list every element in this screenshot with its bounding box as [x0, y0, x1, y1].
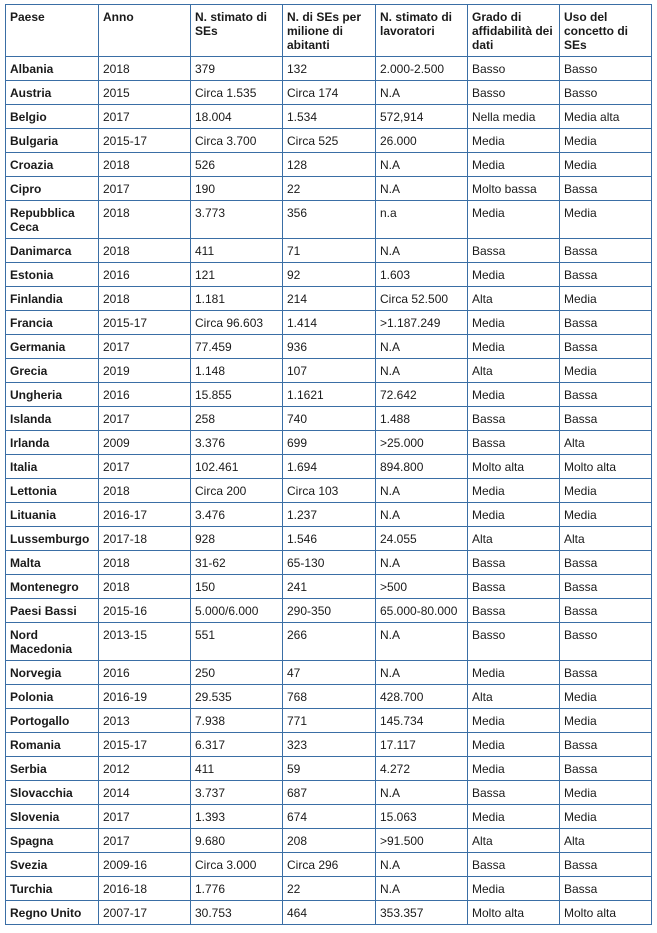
- cell-year: 2018: [99, 153, 191, 177]
- cell-estimated-workers: N.A: [376, 503, 468, 527]
- cell-data-reliability: Media: [468, 479, 560, 503]
- cell-ses-per-million: 241: [283, 575, 376, 599]
- cell-concept-usage: Media: [560, 129, 652, 153]
- cell-ses-per-million: 266: [283, 623, 376, 661]
- cell-data-reliability: Media: [468, 733, 560, 757]
- cell-year: 2019: [99, 359, 191, 383]
- cell-ses-per-million: 22: [283, 177, 376, 201]
- cell-year: 2017-18: [99, 527, 191, 551]
- header-concept-usage: Uso del concetto di SEs: [560, 5, 652, 57]
- table-row: [6, 575, 652, 599]
- cell-country: Lussemburgo: [6, 527, 99, 551]
- cell-year: 2016-18: [99, 877, 191, 901]
- cell-year: 2015-17: [99, 311, 191, 335]
- cell-data-reliability: Media: [468, 709, 560, 733]
- cell-year: 2017: [99, 105, 191, 129]
- cell-estimated-workers: N.A: [376, 781, 468, 805]
- cell-estimated-ses: 250: [191, 661, 283, 685]
- cell-estimated-workers: >500: [376, 575, 468, 599]
- cell-ses-per-million: 1.414: [283, 311, 376, 335]
- cell-estimated-workers: 17.117: [376, 733, 468, 757]
- cell-year: 2017: [99, 407, 191, 431]
- cell-concept-usage: Bassa: [560, 853, 652, 877]
- cell-estimated-workers: 1.603: [376, 263, 468, 287]
- cell-year: 2016-17: [99, 503, 191, 527]
- header-country: Paese: [6, 5, 99, 57]
- cell-country: Slovenia: [6, 805, 99, 829]
- cell-year: 2014: [99, 781, 191, 805]
- cell-estimated-ses: 15.855: [191, 383, 283, 407]
- cell-estimated-ses: 379: [191, 57, 283, 81]
- cell-country: Romania: [6, 733, 99, 757]
- cell-data-reliability: Basso: [468, 57, 560, 81]
- cell-year: 2018: [99, 287, 191, 311]
- cell-year: 2018: [99, 239, 191, 263]
- cell-estimated-workers: 24.055: [376, 527, 468, 551]
- cell-country: Islanda: [6, 407, 99, 431]
- table-row: [6, 201, 652, 239]
- cell-estimated-workers: 572,914: [376, 105, 468, 129]
- table-row: [6, 781, 652, 805]
- cell-country: Ungheria: [6, 383, 99, 407]
- cell-estimated-workers: N.A: [376, 81, 468, 105]
- cell-concept-usage: Media: [560, 201, 652, 239]
- cell-concept-usage: Alta: [560, 829, 652, 853]
- table-row: [6, 311, 652, 335]
- cell-data-reliability: Media: [468, 877, 560, 901]
- cell-country: Serbia: [6, 757, 99, 781]
- cell-estimated-workers: 4.272: [376, 757, 468, 781]
- cell-estimated-workers: N.A: [376, 239, 468, 263]
- cell-estimated-ses: Circa 200: [191, 479, 283, 503]
- cell-estimated-ses: 102.461: [191, 455, 283, 479]
- cell-year: 2016: [99, 263, 191, 287]
- cell-year: 2016: [99, 661, 191, 685]
- cell-country: Cipro: [6, 177, 99, 201]
- cell-concept-usage: Media: [560, 359, 652, 383]
- cell-estimated-ses: 551: [191, 623, 283, 661]
- cell-ses-per-million: 107: [283, 359, 376, 383]
- cell-ses-per-million: 1.237: [283, 503, 376, 527]
- cell-ses-per-million: 290-350: [283, 599, 376, 623]
- table-row: [6, 239, 652, 263]
- cell-data-reliability: Bassa: [468, 551, 560, 575]
- table-row: [6, 359, 652, 383]
- cell-concept-usage: Bassa: [560, 407, 652, 431]
- table-row: [6, 263, 652, 287]
- cell-concept-usage: Bassa: [560, 599, 652, 623]
- cell-estimated-ses: 1.776: [191, 877, 283, 901]
- cell-concept-usage: Basso: [560, 623, 652, 661]
- cell-country: Polonia: [6, 685, 99, 709]
- cell-country: Turchia: [6, 877, 99, 901]
- cell-ses-per-million: 47: [283, 661, 376, 685]
- cell-concept-usage: Bassa: [560, 311, 652, 335]
- cell-country: Austria: [6, 81, 99, 105]
- cell-concept-usage: Media: [560, 479, 652, 503]
- table-row: [6, 527, 652, 551]
- table-row: [6, 877, 652, 901]
- cell-data-reliability: Alta: [468, 359, 560, 383]
- cell-data-reliability: Media: [468, 129, 560, 153]
- cell-estimated-workers: 428.700: [376, 685, 468, 709]
- cell-ses-per-million: 1.534: [283, 105, 376, 129]
- cell-concept-usage: Basso: [560, 57, 652, 81]
- cell-estimated-ses: Circa 96.603: [191, 311, 283, 335]
- cell-ses-per-million: 22: [283, 877, 376, 901]
- table-row: [6, 551, 652, 575]
- cell-data-reliability: Media: [468, 263, 560, 287]
- table-row: [6, 335, 652, 359]
- cell-country: Nord Macedonia: [6, 623, 99, 661]
- cell-ses-per-million: Circa 296: [283, 853, 376, 877]
- cell-estimated-workers: 15.063: [376, 805, 468, 829]
- table-row: [6, 709, 652, 733]
- cell-ses-per-million: 464: [283, 901, 376, 925]
- cell-estimated-ses: 6.317: [191, 733, 283, 757]
- cell-estimated-workers: 353.357: [376, 901, 468, 925]
- table-row: [6, 733, 652, 757]
- cell-data-reliability: Alta: [468, 527, 560, 551]
- cell-concept-usage: Media: [560, 685, 652, 709]
- cell-country: Malta: [6, 551, 99, 575]
- cell-year: 2018: [99, 575, 191, 599]
- cell-concept-usage: Media: [560, 503, 652, 527]
- cell-data-reliability: Nella media: [468, 105, 560, 129]
- cell-data-reliability: Basso: [468, 623, 560, 661]
- cell-data-reliability: Bassa: [468, 431, 560, 455]
- cell-estimated-workers: 26.000: [376, 129, 468, 153]
- cell-country: Slovacchia: [6, 781, 99, 805]
- cell-estimated-ses: 3.376: [191, 431, 283, 455]
- cell-estimated-workers: 72.642: [376, 383, 468, 407]
- cell-country: Repubblica Ceca: [6, 201, 99, 239]
- table-row: [6, 153, 652, 177]
- cell-concept-usage: Alta: [560, 431, 652, 455]
- cell-estimated-workers: N.A: [376, 177, 468, 201]
- cell-estimated-workers: Circa 52.500: [376, 287, 468, 311]
- cell-concept-usage: Molto alta: [560, 455, 652, 479]
- cell-year: 2009-16: [99, 853, 191, 877]
- cell-estimated-ses: 3.476: [191, 503, 283, 527]
- cell-year: 2016-19: [99, 685, 191, 709]
- cell-data-reliability: Media: [468, 757, 560, 781]
- cell-year: 2017: [99, 335, 191, 359]
- cell-data-reliability: Media: [468, 201, 560, 239]
- cell-country: Francia: [6, 311, 99, 335]
- cell-estimated-ses: 411: [191, 239, 283, 263]
- cell-ses-per-million: 699: [283, 431, 376, 455]
- cell-data-reliability: Media: [468, 311, 560, 335]
- cell-concept-usage: Media: [560, 153, 652, 177]
- cell-estimated-ses: 1.148: [191, 359, 283, 383]
- cell-country: Italia: [6, 455, 99, 479]
- table-row: [6, 479, 652, 503]
- table-container: [5, 4, 652, 925]
- table-row: [6, 407, 652, 431]
- header-ses-per-million: N. di SEs per milione di abitanti: [283, 5, 376, 57]
- cell-concept-usage: Media: [560, 805, 652, 829]
- table-row: [6, 829, 652, 853]
- cell-country: Bulgaria: [6, 129, 99, 153]
- cell-estimated-ses: 29.535: [191, 685, 283, 709]
- cell-data-reliability: Basso: [468, 81, 560, 105]
- cell-concept-usage: Bassa: [560, 177, 652, 201]
- cell-concept-usage: Bassa: [560, 335, 652, 359]
- cell-data-reliability: Media: [468, 335, 560, 359]
- cell-estimated-workers: N.A: [376, 335, 468, 359]
- cell-estimated-workers: 1.488: [376, 407, 468, 431]
- cell-estimated-workers: N.A: [376, 551, 468, 575]
- cell-estimated-ses: 1.181: [191, 287, 283, 311]
- cell-country: Portogallo: [6, 709, 99, 733]
- cell-year: 2018: [99, 479, 191, 503]
- table-row: [6, 623, 652, 661]
- cell-country: Svezia: [6, 853, 99, 877]
- cell-concept-usage: Basso: [560, 81, 652, 105]
- cell-estimated-workers: 2.000-2.500: [376, 57, 468, 81]
- cell-estimated-workers: >1.187.249: [376, 311, 468, 335]
- cell-concept-usage: Bassa: [560, 757, 652, 781]
- cell-ses-per-million: Circa 103: [283, 479, 376, 503]
- cell-ses-per-million: 687: [283, 781, 376, 805]
- cell-concept-usage: Bassa: [560, 661, 652, 685]
- cell-ses-per-million: 771: [283, 709, 376, 733]
- cell-data-reliability: Bassa: [468, 599, 560, 623]
- cell-concept-usage: Bassa: [560, 877, 652, 901]
- cell-concept-usage: Bassa: [560, 383, 652, 407]
- social-enterprise-table: [5, 4, 652, 925]
- cell-estimated-ses: 7.938: [191, 709, 283, 733]
- cell-estimated-ses: 9.680: [191, 829, 283, 853]
- table-row: [6, 105, 652, 129]
- table-body: [6, 57, 652, 925]
- table-row: [6, 685, 652, 709]
- cell-country: Spagna: [6, 829, 99, 853]
- table-row: [6, 431, 652, 455]
- cell-ses-per-million: 214: [283, 287, 376, 311]
- cell-estimated-workers: N.A: [376, 853, 468, 877]
- cell-concept-usage: Molto alta: [560, 901, 652, 925]
- cell-year: 2009: [99, 431, 191, 455]
- cell-estimated-ses: 30.753: [191, 901, 283, 925]
- header-year: Anno: [99, 5, 191, 57]
- cell-estimated-ses: 411: [191, 757, 283, 781]
- cell-country: Germania: [6, 335, 99, 359]
- cell-concept-usage: Bassa: [560, 551, 652, 575]
- cell-ses-per-million: 92: [283, 263, 376, 287]
- cell-data-reliability: Media: [468, 153, 560, 177]
- cell-ses-per-million: Circa 174: [283, 81, 376, 105]
- cell-estimated-ses: 526: [191, 153, 283, 177]
- cell-year: 2017: [99, 829, 191, 853]
- cell-country: Irlanda: [6, 431, 99, 455]
- table-row: [6, 81, 652, 105]
- cell-estimated-ses: 928: [191, 527, 283, 551]
- cell-ses-per-million: 59: [283, 757, 376, 781]
- cell-concept-usage: Media: [560, 709, 652, 733]
- cell-ses-per-million: 740: [283, 407, 376, 431]
- cell-concept-usage: Bassa: [560, 575, 652, 599]
- table-row: [6, 287, 652, 311]
- cell-year: 2018: [99, 551, 191, 575]
- table-row: [6, 757, 652, 781]
- cell-ses-per-million: 208: [283, 829, 376, 853]
- table-row: [6, 455, 652, 479]
- cell-estimated-workers: N.A: [376, 359, 468, 383]
- cell-estimated-workers: 145.734: [376, 709, 468, 733]
- cell-country: Belgio: [6, 105, 99, 129]
- cell-estimated-workers: >91.500: [376, 829, 468, 853]
- cell-estimated-ses: Circa 3.000: [191, 853, 283, 877]
- cell-concept-usage: Media: [560, 781, 652, 805]
- cell-data-reliability: Media: [468, 661, 560, 685]
- cell-ses-per-million: 356: [283, 201, 376, 239]
- cell-year: 2016: [99, 383, 191, 407]
- cell-data-reliability: Molto alta: [468, 901, 560, 925]
- cell-year: 2015-17: [99, 733, 191, 757]
- cell-estimated-workers: N.A: [376, 479, 468, 503]
- cell-data-reliability: Media: [468, 383, 560, 407]
- cell-country: Regno Unito: [6, 901, 99, 925]
- cell-data-reliability: Bassa: [468, 853, 560, 877]
- cell-estimated-ses: 258: [191, 407, 283, 431]
- cell-year: 2017: [99, 455, 191, 479]
- cell-estimated-ses: 5.000/6.000: [191, 599, 283, 623]
- cell-estimated-ses: 1.393: [191, 805, 283, 829]
- table-row: [6, 383, 652, 407]
- cell-ses-per-million: 1.1621: [283, 383, 376, 407]
- cell-data-reliability: Media: [468, 805, 560, 829]
- cell-estimated-ses: 3.737: [191, 781, 283, 805]
- cell-data-reliability: Molto bassa: [468, 177, 560, 201]
- cell-ses-per-million: 1.546: [283, 527, 376, 551]
- cell-year: 2015-17: [99, 129, 191, 153]
- header-data-reliability: Grado di affidabilità dei dati: [468, 5, 560, 57]
- cell-estimated-workers: >25.000: [376, 431, 468, 455]
- cell-data-reliability: Alta: [468, 287, 560, 311]
- cell-concept-usage: Media alta: [560, 105, 652, 129]
- cell-data-reliability: Bassa: [468, 407, 560, 431]
- cell-year: 2013-15: [99, 623, 191, 661]
- cell-estimated-workers: N.A: [376, 877, 468, 901]
- cell-ses-per-million: 71: [283, 239, 376, 263]
- cell-data-reliability: Alta: [468, 829, 560, 853]
- cell-year: 2015: [99, 81, 191, 105]
- cell-country: Montenegro: [6, 575, 99, 599]
- cell-estimated-ses: Circa 1.535: [191, 81, 283, 105]
- cell-data-reliability: Bassa: [468, 239, 560, 263]
- cell-year: 2015-16: [99, 599, 191, 623]
- table-row: [6, 599, 652, 623]
- cell-estimated-ses: 190: [191, 177, 283, 201]
- cell-country: Grecia: [6, 359, 99, 383]
- cell-year: 2018: [99, 201, 191, 239]
- header-estimated-workers: N. stimato di lavoratori: [376, 5, 468, 57]
- cell-estimated-ses: 18.004: [191, 105, 283, 129]
- cell-ses-per-million: 65-130: [283, 551, 376, 575]
- cell-country: Paesi Bassi: [6, 599, 99, 623]
- header-estimated-ses: N. stimato di SEs: [191, 5, 283, 57]
- table-row: [6, 805, 652, 829]
- cell-country: Danimarca: [6, 239, 99, 263]
- cell-estimated-ses: 121: [191, 263, 283, 287]
- cell-data-reliability: Bassa: [468, 575, 560, 599]
- cell-concept-usage: Bassa: [560, 239, 652, 263]
- cell-year: 2013: [99, 709, 191, 733]
- table-row: [6, 177, 652, 201]
- cell-estimated-workers: N.A: [376, 153, 468, 177]
- cell-country: Croazia: [6, 153, 99, 177]
- cell-country: Lettonia: [6, 479, 99, 503]
- cell-data-reliability: Alta: [468, 685, 560, 709]
- cell-data-reliability: Molto alta: [468, 455, 560, 479]
- header-row: [6, 5, 652, 57]
- cell-estimated-workers: 894.800: [376, 455, 468, 479]
- cell-concept-usage: Bassa: [560, 733, 652, 757]
- cell-ses-per-million: 674: [283, 805, 376, 829]
- cell-ses-per-million: 323: [283, 733, 376, 757]
- cell-estimated-workers: N.A: [376, 623, 468, 661]
- cell-year: 2018: [99, 57, 191, 81]
- cell-concept-usage: Alta: [560, 527, 652, 551]
- cell-year: 2007-17: [99, 901, 191, 925]
- table-row: [6, 901, 652, 925]
- cell-estimated-workers: 65.000-80.000: [376, 599, 468, 623]
- cell-year: 2017: [99, 177, 191, 201]
- cell-country: Lituania: [6, 503, 99, 527]
- cell-estimated-ses: 3.773: [191, 201, 283, 239]
- cell-ses-per-million: 768: [283, 685, 376, 709]
- cell-country: Albania: [6, 57, 99, 81]
- cell-country: Finlandia: [6, 287, 99, 311]
- cell-ses-per-million: Circa 525: [283, 129, 376, 153]
- table-row: [6, 57, 652, 81]
- table-row: [6, 853, 652, 877]
- cell-estimated-ses: 77.459: [191, 335, 283, 359]
- table-row: [6, 661, 652, 685]
- cell-country: Estonia: [6, 263, 99, 287]
- cell-data-reliability: Media: [468, 503, 560, 527]
- cell-estimated-ses: Circa 3.700: [191, 129, 283, 153]
- cell-data-reliability: Bassa: [468, 781, 560, 805]
- table-row: [6, 129, 652, 153]
- cell-concept-usage: Media: [560, 287, 652, 311]
- cell-ses-per-million: 936: [283, 335, 376, 359]
- cell-estimated-ses: 31-62: [191, 551, 283, 575]
- table-row: [6, 503, 652, 527]
- cell-concept-usage: Bassa: [560, 263, 652, 287]
- cell-estimated-workers: n.a: [376, 201, 468, 239]
- cell-ses-per-million: 132: [283, 57, 376, 81]
- cell-estimated-workers: N.A: [376, 661, 468, 685]
- cell-year: 2017: [99, 805, 191, 829]
- cell-year: 2012: [99, 757, 191, 781]
- cell-ses-per-million: 1.694: [283, 455, 376, 479]
- cell-country: Norvegia: [6, 661, 99, 685]
- cell-ses-per-million: 128: [283, 153, 376, 177]
- cell-estimated-ses: 150: [191, 575, 283, 599]
